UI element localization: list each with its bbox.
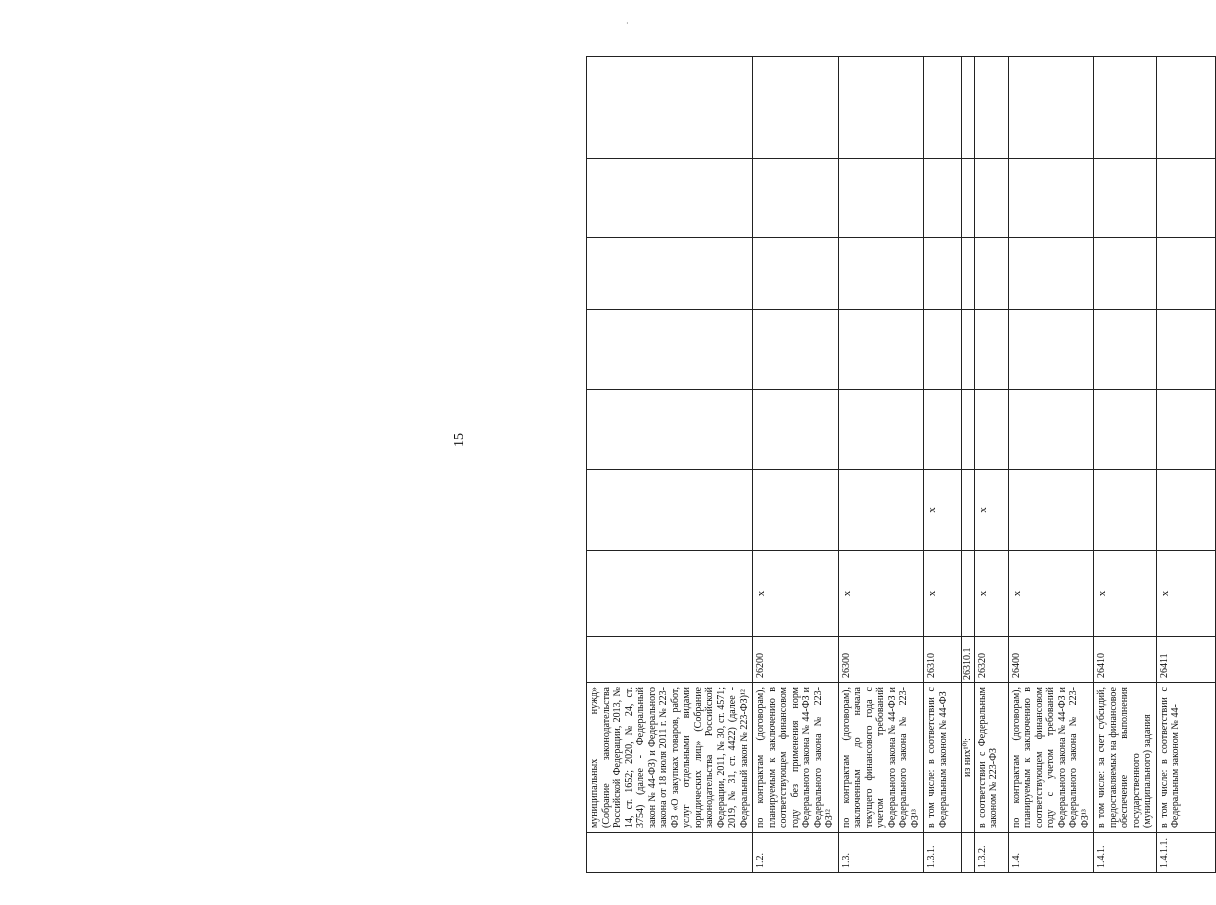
row-number [962, 833, 975, 873]
empty-cell [753, 238, 839, 310]
empty-cell [924, 57, 962, 159]
row-mark-col5 [1094, 470, 1157, 551]
row-description: в том числе: в соответствии с Федеральным законом № 44- [1156, 683, 1215, 833]
row-code: 26310.1 [962, 637, 975, 683]
row-mark-col4: x [1156, 551, 1215, 637]
row-mark-col5: x [974, 470, 1008, 551]
empty-cell [962, 390, 975, 470]
table-row [962, 57, 975, 873]
empty-cell [587, 310, 753, 390]
row-description: муниципальных нужд» (Собрание законодательства Российской Федерации, 2013, № 14, ст. 1652; 2020, № 24, ст. 3754) (далее - Федеральный закон № 44-ФЗ) и Федерального закона от 18 июля 2011 г. № 223-ФЗ «О закупках товаров, работ, услуг отдельными видами юридических лиц» (Собрание законодательства Российской Федерации, 2011, № 30, ст. 4571; 2019, № 31, ст. 4422) (далее - Федеральный закон № 223-ФЗ)¹² [587, 683, 753, 833]
empty-cell [587, 238, 753, 310]
row-mark-col5: x [924, 470, 962, 551]
row-description: по контрактам (договорам), заключенным до начала текущего финансового года с учетом требований Федерального закона № 44-ФЗ и Федерального закона № 223-ФЗ¹³ [838, 683, 924, 833]
empty-cell [1156, 238, 1215, 310]
row-mark-col5 [753, 470, 839, 551]
empty-cell [838, 57, 924, 159]
empty-cell [1156, 57, 1215, 159]
empty-cell [753, 310, 839, 390]
empty-cell [838, 390, 924, 470]
empty-cell [974, 159, 1008, 238]
row-description: в том числе: за счет субсидий, предоставляемых на финансовое обеспечение выполнения государственного (муниципального) задания [1094, 683, 1157, 833]
budget-table [586, 56, 1216, 873]
empty-cell [753, 390, 839, 470]
empty-cell [1094, 310, 1157, 390]
empty-cell [1094, 238, 1157, 310]
row-number [587, 833, 753, 873]
empty-cell [587, 159, 753, 238]
row-mark-col5 [962, 470, 975, 551]
empty-cell [1094, 57, 1157, 159]
empty-cell [1094, 390, 1157, 470]
empty-cell [838, 310, 924, 390]
row-mark-col4: x [974, 551, 1008, 637]
empty-cell [962, 238, 975, 310]
empty-cell [838, 238, 924, 310]
row-number: 1.4. [1008, 833, 1094, 873]
row-code: 26310 [924, 637, 962, 683]
row-mark-col4: x [753, 551, 839, 637]
row-code: 26400 [1008, 637, 1094, 683]
empty-cell [1008, 238, 1094, 310]
table-row [1008, 57, 1094, 873]
empty-cell [1094, 159, 1157, 238]
empty-cell [962, 57, 975, 159]
row-mark-col4: x [1094, 551, 1157, 637]
row-mark-col5 [587, 470, 753, 551]
empty-cell [1008, 57, 1094, 159]
scan-mark: · [622, 21, 633, 25]
empty-cell [1008, 390, 1094, 470]
empty-cell [1156, 390, 1215, 470]
row-code: 26410 [1094, 637, 1157, 683]
table-row [753, 57, 839, 873]
empty-cell [974, 238, 1008, 310]
empty-cell [587, 390, 753, 470]
table-row [924, 57, 962, 873]
row-mark-col5 [1156, 470, 1215, 551]
row-mark-col4 [587, 551, 753, 637]
empty-cell [962, 159, 975, 238]
row-description: по контрактам (договорам), планируемым к заключению в соответствующем финансовом году с учетом требований Федерального закона № 44-ФЗ и Федерального закона № 223-ФЗ¹³ [1008, 683, 1094, 833]
row-number: 1.3. [838, 833, 924, 873]
row-number: 1.2. [753, 833, 839, 873]
empty-cell [753, 57, 839, 159]
page-number: 15 [452, 433, 467, 447]
row-mark-col5 [1008, 470, 1094, 551]
row-mark-col4: x [838, 551, 924, 637]
row-number: 1.4.1.1. [1156, 833, 1215, 873]
table-row [974, 57, 1008, 873]
table-row [1156, 57, 1215, 873]
row-number: 1.3.1. [924, 833, 962, 873]
row-code: 26300 [838, 637, 924, 683]
row-description: из них¹⁰ˡ: [962, 683, 975, 833]
row-mark-col5 [838, 470, 924, 551]
row-description: по контрактам (договорам), планируемым к заключению в соответствующем финансовом году без применения норм Федерального закона № 44-ФЗ и Федерального закона № 223-ФЗ¹² [753, 683, 839, 833]
row-code: 26411 [1156, 637, 1215, 683]
row-description: в соответствии с Федеральным законом № 223-ФЗ [974, 683, 1008, 833]
table-row [838, 57, 924, 873]
empty-cell [924, 390, 962, 470]
empty-cell [1156, 310, 1215, 390]
empty-cell [1008, 159, 1094, 238]
empty-cell [753, 159, 839, 238]
table-row [587, 57, 753, 873]
empty-cell [1008, 310, 1094, 390]
row-mark-col4 [962, 551, 975, 637]
empty-cell [962, 310, 975, 390]
empty-cell [924, 159, 962, 238]
row-mark-col4: x [924, 551, 962, 637]
empty-cell [1156, 159, 1215, 238]
empty-cell [924, 310, 962, 390]
empty-cell [838, 159, 924, 238]
row-code: 26200 [753, 637, 839, 683]
rotated-table-wrapper [586, 57, 1181, 873]
row-mark-col4: x [1008, 551, 1094, 637]
row-number: 1.3.2. [974, 833, 1008, 873]
row-description: в том числе: в соответствии с Федеральным законом № 44-ФЗ [924, 683, 962, 833]
table-row [1094, 57, 1157, 873]
empty-cell [974, 57, 1008, 159]
row-code: 26320 [974, 637, 1008, 683]
row-number: 1.4.1. [1094, 833, 1157, 873]
empty-cell [974, 390, 1008, 470]
empty-cell [974, 310, 1008, 390]
empty-cell [924, 238, 962, 310]
row-code [587, 637, 753, 683]
empty-cell [587, 57, 753, 159]
